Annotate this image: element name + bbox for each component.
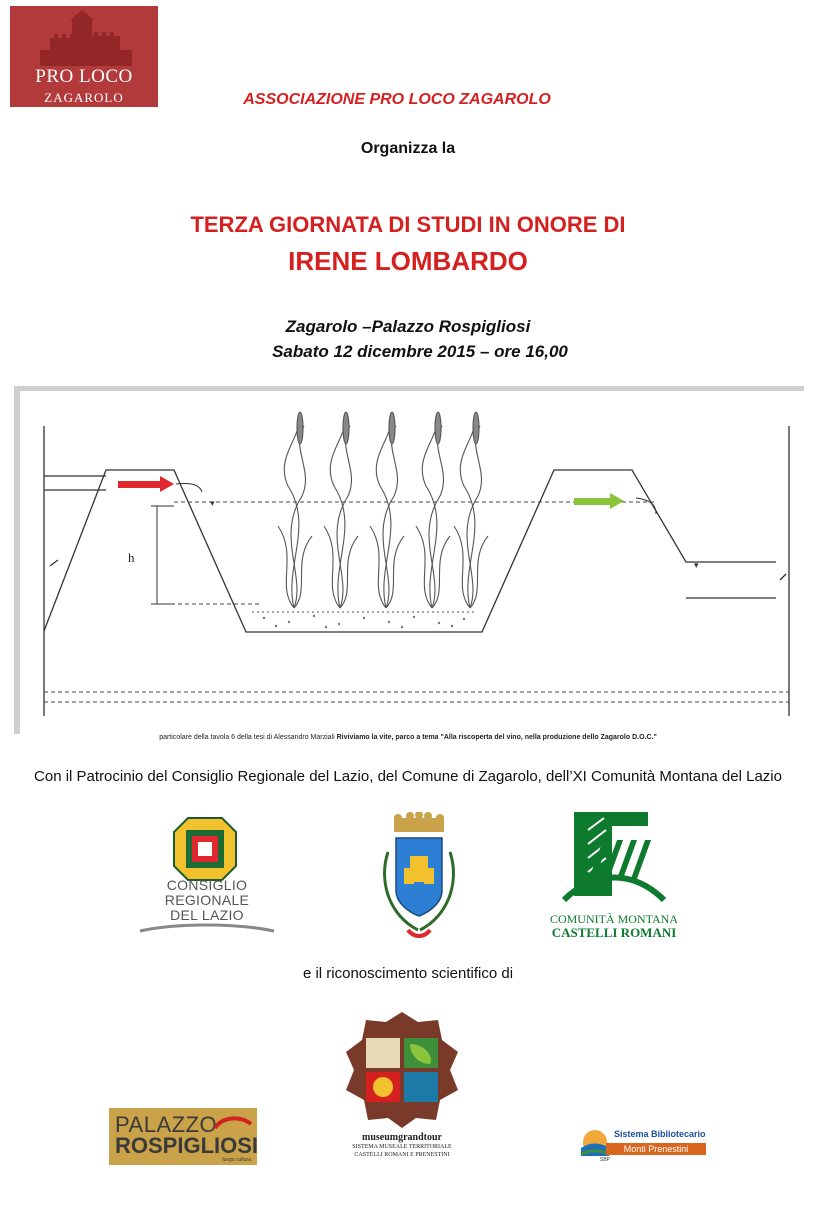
event-title-line1: TERZA GIORNATA DI STUDI IN ONORE DI: [190, 212, 626, 237]
recognition-text: e il riconoscimento scientifico di: [302, 965, 514, 982]
figure-caption: particolare della tavola 6 della tesi di Alessandro Marziali Riviviamo la vite, parco a tema "Alla riscoperta del vino, nella produzione dello Zagarolo D.O.C.": [159, 734, 657, 741]
museum-mosaic-icon: [338, 1010, 466, 1130]
patronage-text: Con il Patrocinio del Consiglio Regionale del Lazio, del Comune di Zagarolo, dell’XI Comunità Montana del Lazio: [34, 768, 782, 785]
museum-sub1: SISTEMA MUSEALE TERRITORIALE: [352, 1144, 452, 1150]
zagarolo-coat-of-arms: [370, 812, 466, 944]
wetland-diagram: [14, 386, 804, 734]
logo-town: ZAGAROLO: [44, 90, 124, 105]
svg-text:▾: ▾: [694, 560, 699, 570]
sbp-abbr: SBP: [600, 1157, 611, 1163]
museum-grand-tour-logo: [338, 1010, 466, 1166]
swoosh-icon: [213, 1116, 253, 1130]
svg-text:▾: ▾: [210, 498, 215, 508]
mountain-tower-icon: [544, 810, 684, 910]
palazzo-rospigliosi-logo: [109, 1108, 257, 1165]
cross-section-drawing: [14, 386, 804, 734]
consiglio-line2: REGIONALE: [164, 892, 250, 908]
reed-plant: [454, 412, 488, 608]
museum-sub2: CASTELLI ROMANI E PRENESTINI: [354, 1152, 450, 1158]
event-datetime: Sabato 12 dicembre 2015 – ore 16,00: [272, 342, 568, 361]
association-heading: ASSOCIAZIONE PRO LOCO ZAGAROLO: [243, 91, 551, 108]
reed-plant: [278, 412, 312, 608]
consiglio-line3: DEL LAZIO: [170, 907, 244, 923]
inflow-arrow-icon: [118, 476, 174, 492]
reed-plant: [416, 412, 450, 608]
palazzo-sub: luogo cultura: [222, 1157, 251, 1163]
sistema-bibliotecario-logo: [576, 1126, 708, 1166]
comunita-line1: COMUNITÀ MONTANA: [549, 912, 679, 926]
reed-plant: [370, 412, 404, 608]
logo-name: PRO LOCO: [35, 66, 133, 87]
consiglio-regionale-logo: [136, 812, 278, 942]
event-location: Zagarolo –Palazzo Rospigliosi: [285, 317, 531, 336]
event-title-line2: IRENE LOMBARDO: [288, 246, 528, 276]
organizes-text: Organizza la: [360, 140, 456, 157]
palazzo-line2: ROSPIGLIOSI: [115, 1133, 259, 1158]
outflow-arrow-icon: [574, 493, 624, 509]
palazzo-line1: PALAZZO: [115, 1112, 218, 1137]
reed-plant: [324, 412, 358, 608]
sbp-line1: Sistema Bibliotecario: [614, 1129, 706, 1139]
sbp-line2: Monti Prenestini: [606, 1143, 706, 1155]
comunita-line2: CASTELLI ROMANI: [551, 925, 677, 940]
comunita-montana-logo: [544, 810, 684, 940]
height-label: h: [128, 550, 135, 565]
consiglio-line1: CONSIGLIO: [166, 877, 248, 893]
museum-name: museumgrandtour: [361, 1132, 442, 1143]
coat-of-arms-icon: [370, 812, 466, 944]
